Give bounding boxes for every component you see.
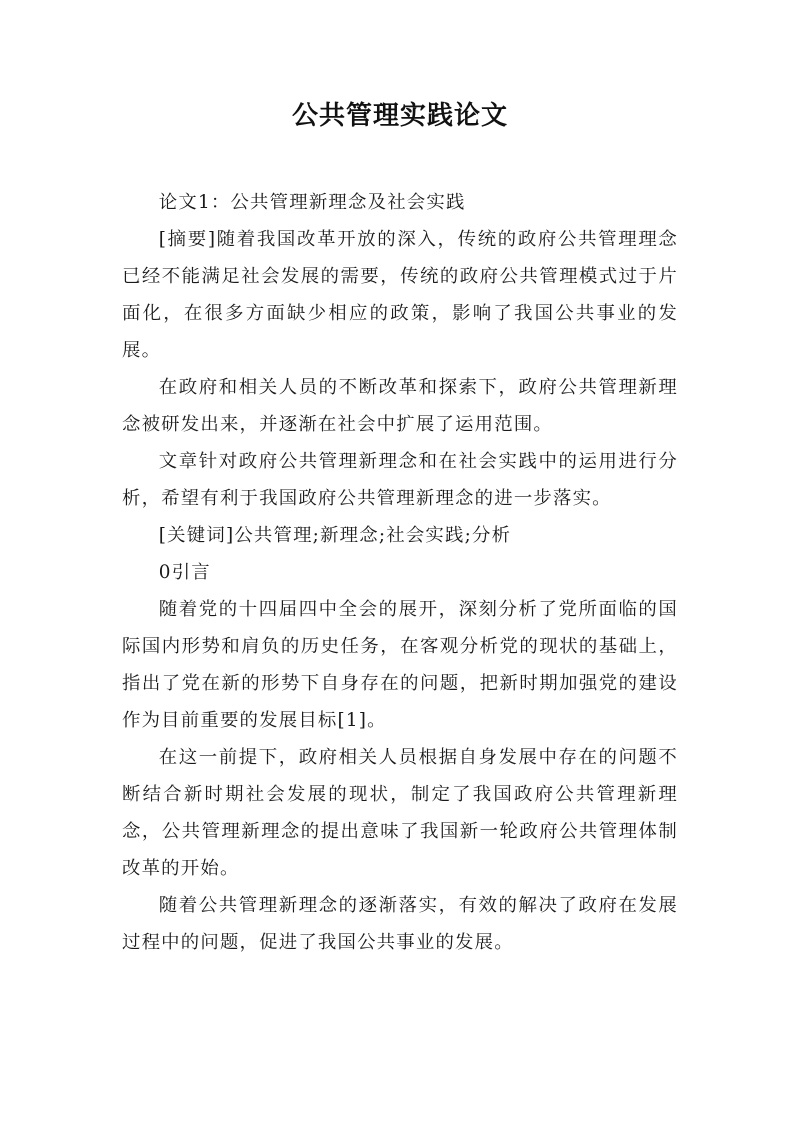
document-body — [122, 184, 678, 961]
keywords-paragraph: [关键词]公共管理;新理念;社会实践;分析 — [158, 525, 512, 546]
document-title: 公共管理实践论文 — [291, 101, 508, 131]
body-paragraph: 文章针对政府公共管理新理念和在社会实践中的运用进行分析，希望有利于我国政府公共管理新理念的进一步落实。 — [122, 451, 678, 509]
body-paragraph: 随着公共管理新理念的逐渐落实，有效的解决了政府在发展过程中的问题，促进了我国公共事业的发展。 — [122, 895, 678, 953]
body-paragraph: 在这一前提下，政府相关人员根据自身发展中存在的问题不断结合新时期社会发展的现状，制定了我国政府公共管理新理念，公共管理新理念的提出意味了我国新一轮政府公共管理体制改革的开始。 — [122, 747, 678, 879]
paper-heading: 论文1：公共管理新理念及社会实践 — [158, 192, 466, 213]
body-paragraph: 在政府和相关人员的不断改革和探索下，政府公共管理新理念被研发出来，并逐渐在社会中扩展了运用范围。 — [122, 377, 678, 435]
section-heading: 0引言 — [158, 562, 211, 583]
body-paragraph: 随着党的十四届四中全会的展开，深刻分析了党所面临的国际国内形势和肩负的历史任务，在客观分析党的现状的基础上，指出了党在新的形势下自身存在的问题，把新时期加强党的建设作为目前重要的发展目标[1]。 — [122, 599, 678, 731]
abstract-paragraph: [摘要]随着我国改革开放的深入，传统的政府公共管理理念已经不能满足社会发展的需要，传统的政府公共管理模式过于片面化，在很多方面缺少相应的政策，影响了我国公共事业的发展。 — [122, 229, 678, 361]
